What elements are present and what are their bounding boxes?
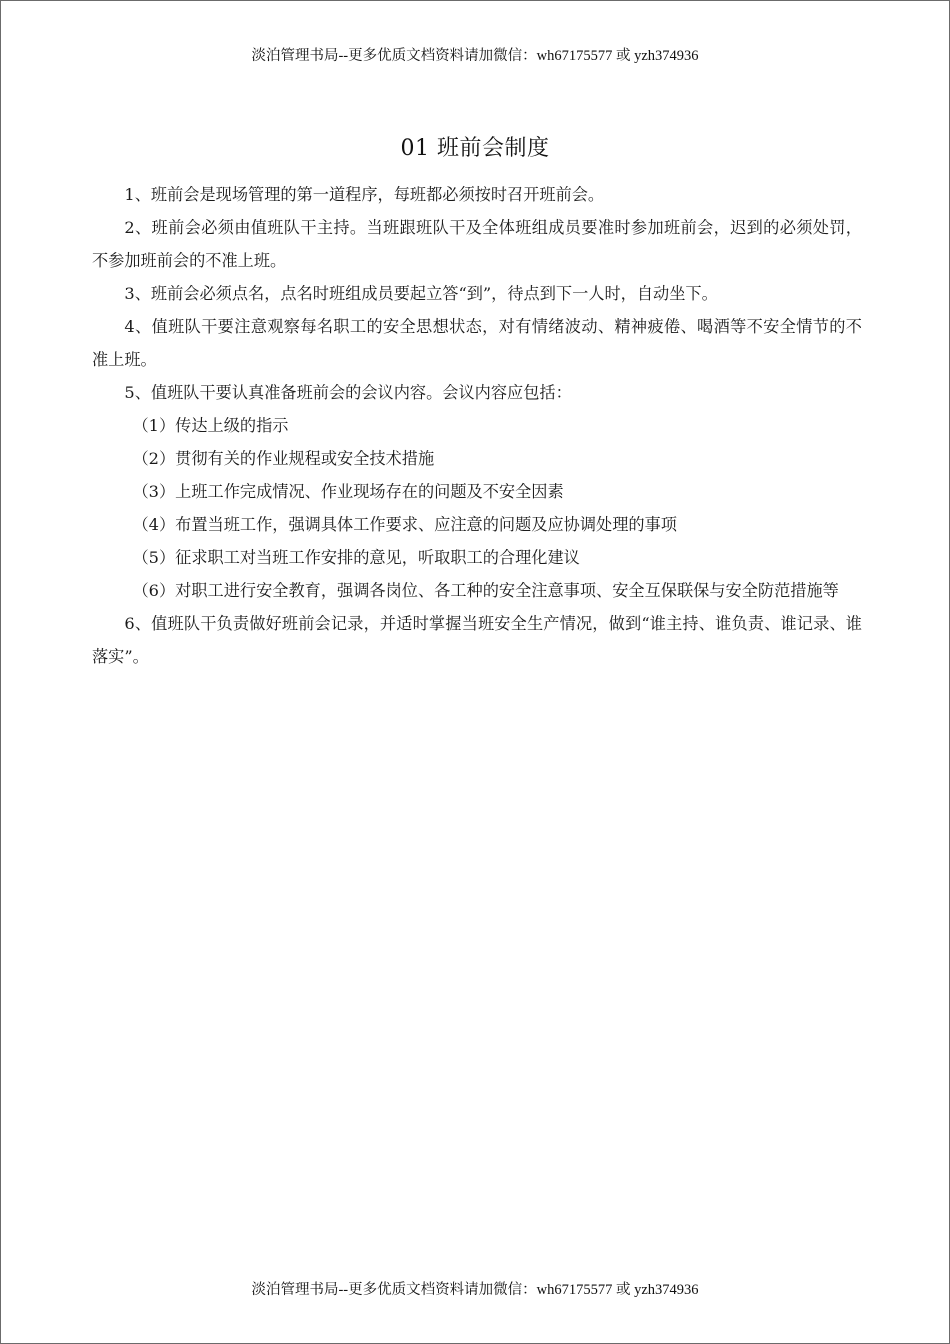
rule-paragraph-5: 5、值班队干要认真准备班前会的会议内容。会议内容应包括：	[124, 383, 572, 402]
document-title: 01 班前会制度	[400, 136, 550, 161]
meeting-content-item-4: （4）布置当班工作，强调具体工作要求、应注意的问题及应协调处理的事项	[132, 515, 677, 534]
meeting-content-item-5: （5）征求职工对当班工作安排的意见，听取职工的合理化建议	[132, 548, 580, 567]
rule-paragraph-2: 2、班前会必须由值班队干主持。当班跟班队干及全体班组成员要准时参加班前会，迟到的必须处罚，不参加班前会的不准上班。	[92, 218, 862, 270]
page-footer-text: 淡泊管理书局--更多优质文档资料请加微信：wh67175577 或 yzh374936	[251, 1282, 699, 1298]
meeting-content-item-3: （3）上班工作完成情况、作业现场存在的问题及不安全因素	[132, 482, 564, 501]
document-body	[92, 178, 862, 673]
page-header-text: 淡泊管理书局--更多优质文档资料请加微信：wh67175577 或 yzh374936	[251, 48, 699, 64]
meeting-content-item-2: （2）贯彻有关的作业规程或安全技术措施	[132, 449, 435, 468]
meeting-content-item-6: （6）对职工进行安全教育，强调各岗位、各工种的安全注意事项、安全互保联保与安全防范措施等	[132, 581, 839, 600]
rule-paragraph-3: 3、班前会必须点名，点名时班组成员要起立答“到”，待点到下一人时，自动坐下。	[124, 284, 718, 303]
rule-paragraph-6: 6、值班队干负责做好班前会记录，并适时掌握当班安全生产情况，做到“谁主持、谁负责、谁记录、谁落实”。	[92, 614, 862, 666]
rule-paragraph-1: 1、班前会是现场管理的第一道程序，每班都必须按时召开班前会。	[124, 185, 605, 204]
meeting-content-item-1: （1）传达上级的指示	[132, 416, 289, 435]
rule-paragraph-4: 4、值班队干要注意观察每名职工的安全思想状态，对有情绪波动、精神疲倦、喝酒等不安全情节的不准上班。	[92, 317, 862, 369]
